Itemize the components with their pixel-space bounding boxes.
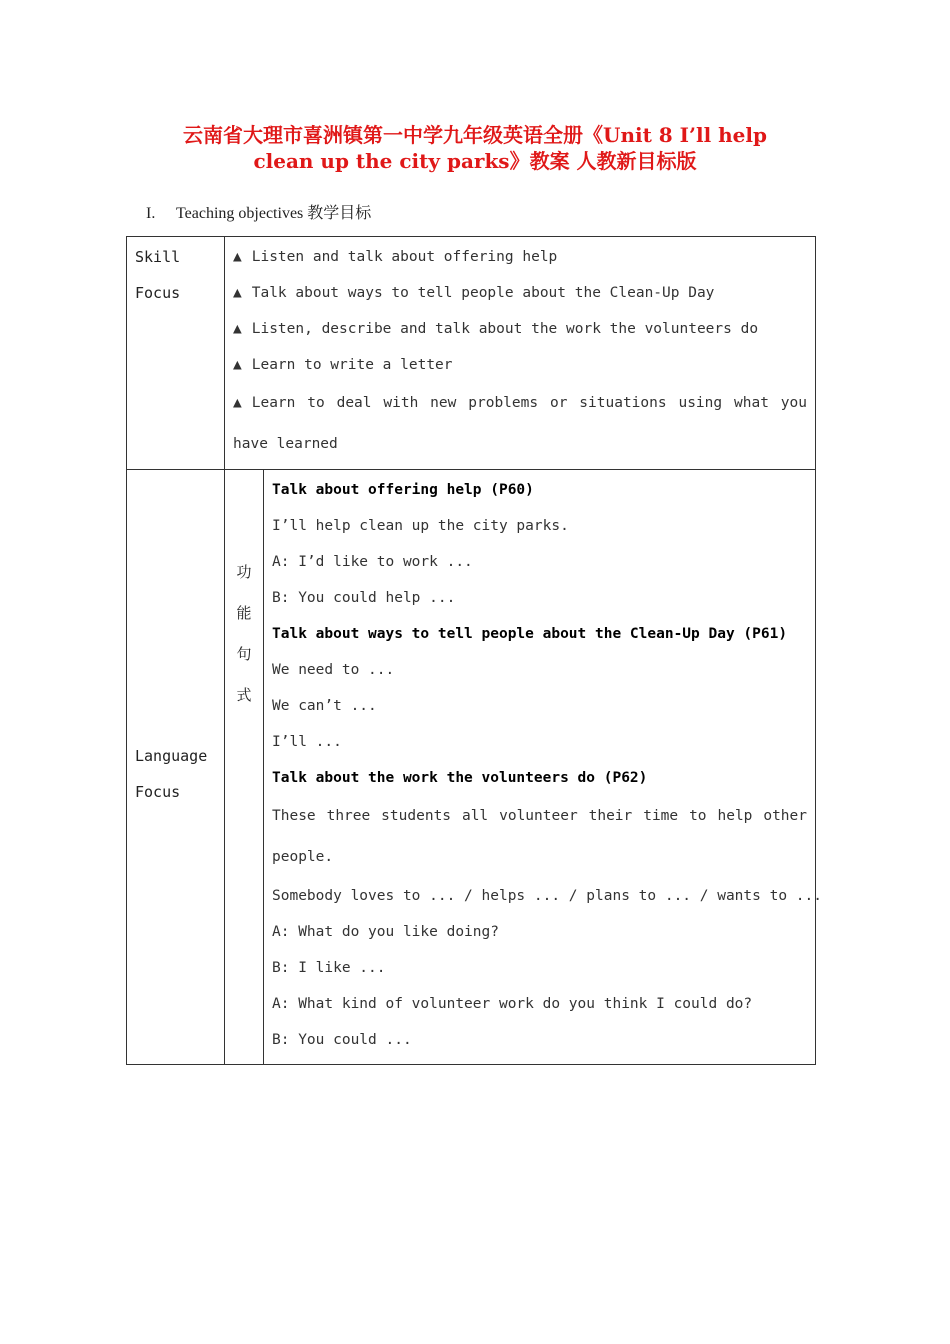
skill-focus-label-cell (127, 237, 225, 470)
title-line-2: clean up the city parks》教案 人教新目标版 (253, 149, 697, 173)
language-focus-label-cell (127, 470, 225, 1065)
triangle-bullet-icon: ▲ (233, 249, 242, 265)
example-sentence: We can’t ... (272, 698, 377, 714)
example-sentence: B: I like ... (272, 960, 386, 976)
skill-label-line-2: Focus (135, 284, 181, 302)
section-number: I. (146, 205, 156, 222)
skill-item: ▲ Talk about ways to tell people about the Clean-Up Day (233, 275, 815, 311)
skill-item: ▲ Learn to deal with new problems or situations using what you have learned (233, 383, 815, 465)
example-sentence: These three students all volunteer their time to help other people. (272, 808, 807, 865)
function-sentence-label-cell (225, 470, 264, 1065)
function-heading: Talk about offering help (P60) (272, 482, 534, 498)
example-sentence: I’ll help clean up the city parks. (272, 518, 569, 534)
vertical-char: 功 (236, 563, 252, 581)
skill-focus-content-cell (225, 237, 816, 470)
triangle-bullet-icon: ▲ (233, 285, 242, 301)
example-sentence: A: What kind of volunteer work do you think I could do? (272, 996, 753, 1012)
triangle-bullet-icon: ▲ (233, 357, 242, 373)
language-label-line-2: Focus (135, 783, 181, 801)
example-sentence: A: I’d like to work ... (272, 554, 473, 570)
language-label-line-1: Language (135, 747, 208, 765)
document-title (100, 122, 850, 174)
example-sentence: B: You could ... (272, 1032, 412, 1048)
triangle-bullet-icon: ▲ (233, 395, 242, 411)
function-heading: Talk about ways to tell people about the Clean-Up Day (P61) (272, 626, 788, 642)
vertical-char: 式 (236, 686, 252, 704)
triangle-bullet-icon: ▲ (233, 321, 242, 337)
skill-item: ▲ Learn to write a letter (233, 347, 815, 383)
title-line-1: 云南省大理市喜洲镇第一中学九年级英语全册《Unit 8 I’ll help (183, 123, 767, 147)
language-focus-row (127, 470, 816, 1065)
example-sentence: We need to ... (272, 662, 395, 678)
example-sentence: Somebody loves to ... / helps ... / plans to ... / wants to ... (272, 888, 822, 904)
skill-focus-row (127, 237, 816, 470)
section-heading (146, 200, 371, 223)
skill-item: ▲ Listen and talk about offering help (233, 239, 815, 275)
vertical-char: 能 (236, 604, 252, 622)
objectives-table (126, 236, 822, 1065)
example-sentence: B: You could help ... (272, 590, 456, 606)
skill-label-line-1: Skill (135, 248, 181, 266)
language-focus-content-cell (264, 470, 822, 1065)
example-sentence: I’ll ... (272, 734, 342, 750)
section-label: Teaching objectives 教学目标 (176, 205, 372, 222)
example-sentence: A: What do you like doing? (272, 924, 499, 940)
function-heading: Talk about the work the volunteers do (P62) (272, 770, 648, 786)
vertical-char: 句 (236, 645, 252, 663)
skill-item: ▲ Listen, describe and talk about the work the volunteers do (233, 311, 815, 347)
